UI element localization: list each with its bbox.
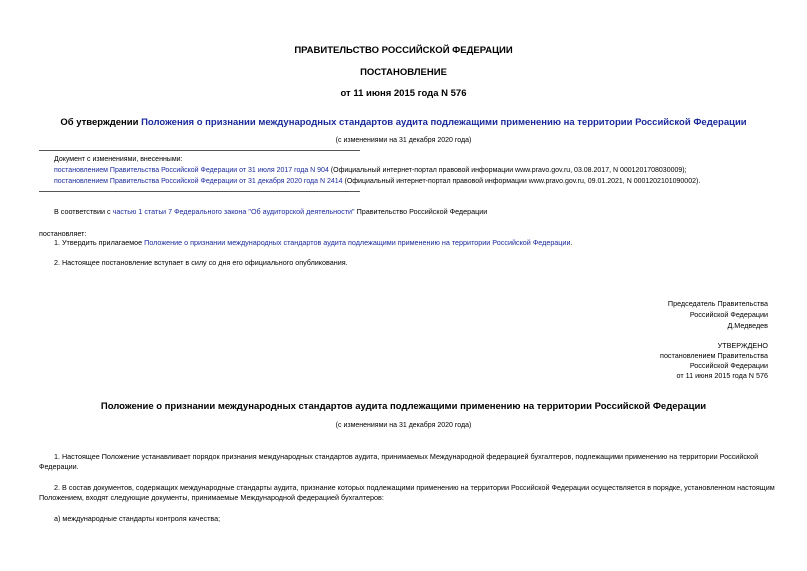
change-link-1[interactable]: постановлением Правительства Российской Федерации от 31 июля 2017 года N 904 [54, 167, 329, 174]
document-type: ПОСТАНОВЛЕНИЕ [360, 67, 447, 78]
point-2: 2. Настоящее постановление вступает в силу со дня его официального опубликования. [54, 258, 348, 267]
changes-intro: Документ с изменениями, внесенными: [54, 156, 183, 163]
regulation-item-a: а) международные стандарты контроля качества; [54, 514, 221, 523]
divider-bottom [39, 191, 360, 192]
change-source-1: (Официальный интернет-портал правовой информации www.pravo.gov.ru, 03.08.2017, N 0001201708030009); [328, 167, 687, 174]
regulation-para-2-line-2: Положением, входят следующие документы, принимаемые Международной федерацией бухгалтеров: [39, 493, 384, 502]
point-1-before: 1. Утвердить прилагаемое [54, 238, 145, 247]
revision-note: (с изменениями на 31 декабря 2020 года) [335, 137, 472, 144]
signature-country: Российской Федерации [689, 310, 768, 319]
title-link[interactable]: Положения о признании международных стандартов аудита подлежащими применению на территории Российской Федерации [141, 117, 747, 128]
preamble-after: Правительство Российской Федерации [354, 207, 488, 216]
document-title [0, 117, 807, 128]
government-heading: ПРАВИТЕЛЬСТВО РОССИЙСКОЙ ФЕДЕРАЦИИ [294, 45, 513, 56]
document-date: от 11 июня 2015 года N 576 [340, 88, 467, 99]
regulation-para-1-line-2: Федерации. [39, 462, 79, 471]
regulation-revision: (с изменениями на 31 декабря 2020 года) [335, 422, 472, 429]
change-link-2[interactable]: постановлением Правительства Российской Федерации от 31 декабря 2020 года N 2414 [54, 178, 343, 185]
change-source-2: (Официальный интернет-портал правовой информации www.pravo.gov.ru, 09.01.2021, N 0001202101090002). [342, 178, 701, 185]
divider-top [39, 150, 360, 151]
point-1 [54, 238, 572, 247]
signature-position: Председатель Правительства [667, 299, 768, 308]
title-prefix: Об утверждении [60, 117, 142, 128]
change-item-1 [54, 167, 687, 174]
preamble-before: В соответствии с [54, 207, 113, 216]
approved-by: постановлением Правительства [660, 351, 768, 360]
regulation-para-1-line-1: 1. Настоящее Положение устанавливает порядок признания международных стандартов аудита, принимаемых Международной федерацией бухгалтеров, подлежащими применению на территории Российской [54, 452, 759, 461]
approved-country: Российской Федерации [689, 361, 768, 370]
regulation-para-2-line-1: 2. В состав документов, содержащих международные стандарты аудита, признание которых подлежащими применению на территории Российской Федерации осуществляется в порядке, установленном настоящим [54, 483, 775, 492]
approved-label: УТВЕРЖДЕНО [717, 341, 768, 350]
preamble-law-link[interactable]: частью 1 статьи 7 Федерального закона "Об аудиторской деятельности" [112, 207, 355, 216]
point-1-link[interactable]: Положение о признании международных стандартов аудита подлежащими применению на территории Российской Федерации [144, 238, 571, 247]
signature-name: Д.Медведев [727, 321, 768, 330]
change-item-2 [54, 178, 700, 185]
approved-date: от 11 июня 2015 года N 576 [676, 371, 768, 380]
resolves-label: постановляет: [39, 229, 87, 238]
regulation-title: Положение о признании международных стандартов аудита подлежащими применению на территории Российской Федерации [100, 401, 707, 412]
preamble [54, 207, 487, 216]
point-1-after: . [570, 238, 573, 247]
